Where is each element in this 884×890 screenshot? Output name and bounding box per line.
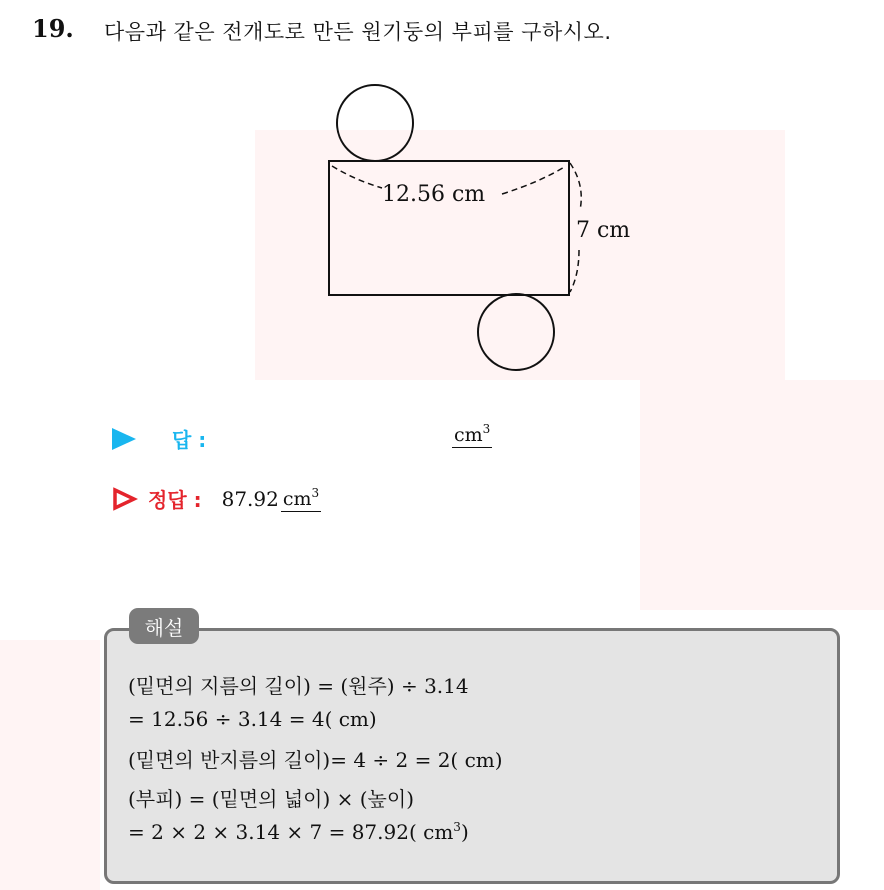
cylinder-net-diagram — [300, 70, 660, 380]
solution-line-1: (밑면의 지름의 길이) = (원주) ÷ 3.14 — [128, 674, 469, 698]
background-tint — [0, 640, 100, 890]
correct-unit: $cm^3$ — [282, 485, 320, 510]
play-arrow-icon — [112, 428, 136, 450]
solution-line-4: (부피) = (밑면의 넓이) × (높이) — [128, 787, 414, 811]
correct-label: 정답 : — [148, 488, 202, 512]
height-dimension-bottom — [570, 250, 579, 292]
solution-line-5: = 2 × 2 × 3.14 × 7 = 87.92( $cm^3$) — [128, 820, 469, 844]
play-outline-icon — [112, 487, 138, 511]
correct-value: 87.92 — [221, 486, 279, 511]
bottom-base-circle — [478, 294, 554, 370]
background-tint — [640, 380, 884, 610]
width-label: 12.56 cm — [382, 182, 486, 207]
solution-tag: 해설 — [129, 608, 199, 644]
question-text: 다음과 같은 전개도로 만든 원기둥의 부피를 구하시오. — [104, 20, 612, 44]
solution-line-3: (밑면의 반지름의 길이)= 4 ÷ 2 = 2( cm) — [128, 748, 503, 772]
height-label: 7 cm — [576, 218, 631, 243]
answer-unit: $cm^3$ — [454, 422, 491, 446]
answer-row — [112, 424, 206, 453]
solution-line-2: = 12.56 ÷ 3.14 = 4( cm) — [128, 707, 377, 731]
question-number: 19. — [32, 14, 74, 43]
answer-input-area[interactable] — [452, 422, 492, 448]
answer-label: 답 : — [172, 428, 207, 452]
top-base-circle — [337, 85, 413, 161]
width-dimension-right — [502, 166, 566, 194]
correct-answer-row — [112, 484, 321, 513]
width-dimension-left — [332, 166, 382, 188]
height-dimension-top — [570, 163, 581, 210]
